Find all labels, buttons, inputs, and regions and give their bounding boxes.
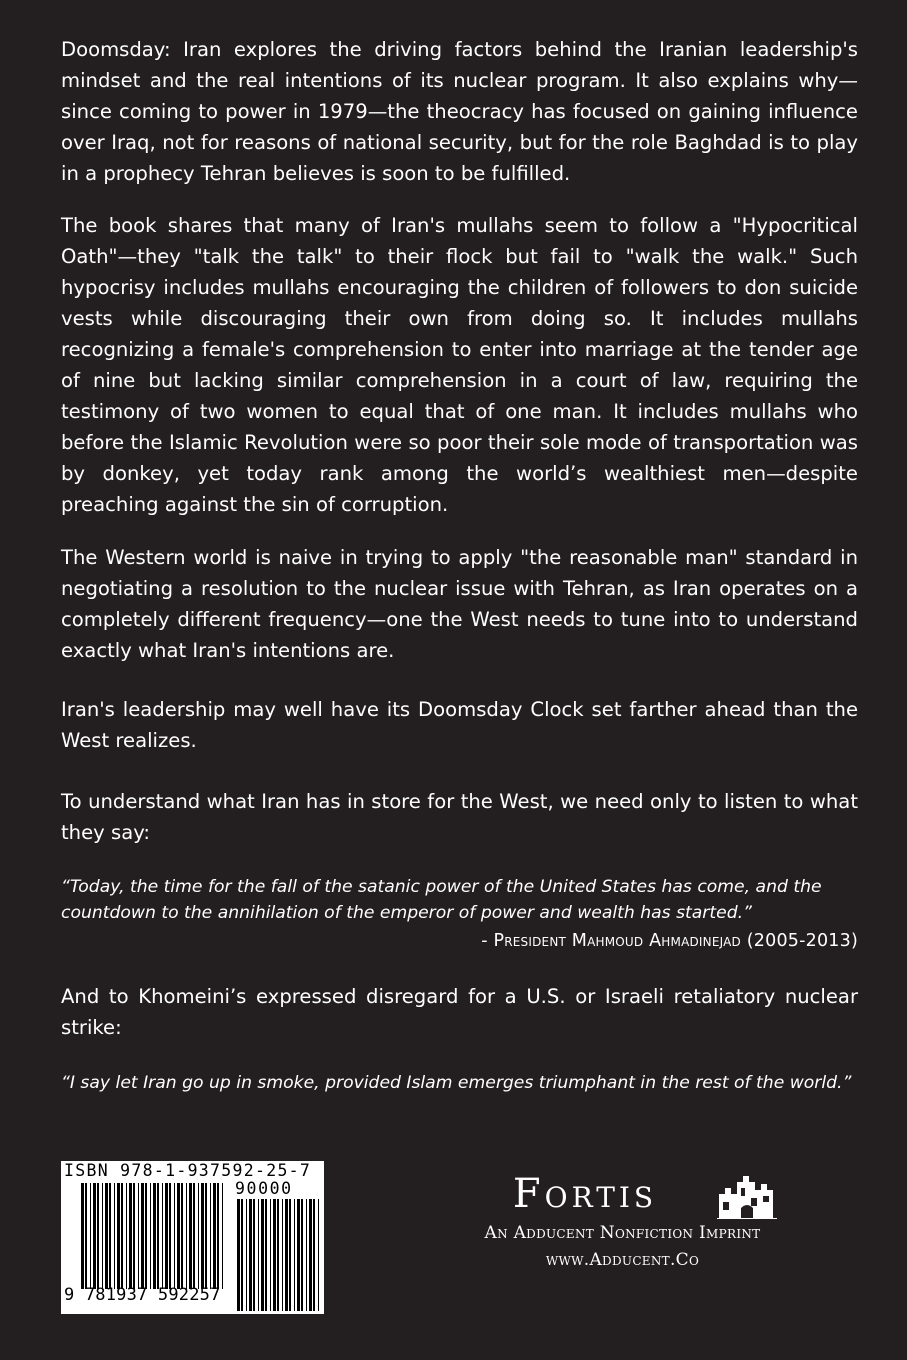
quote-khomeini: “I say let Iran go up in smoke, provided Islam emerges triumphant in the rest of the world.” — [61, 1073, 852, 1093]
isbn-barcode — [61, 1161, 324, 1314]
website-link[interactable]: www.Adducent.Co — [545, 1250, 700, 1270]
paragraph-hypocrisy: The book shares that many of Iran's mullahs seem to follow a "Hypocritical Oath"—they "talk the talk" to their flock but fail to "walk the walk." Such hypocrisy includes mullahs encouraging the children of followers to don suicide vests while discouraging their own from doing so. It includes mullahs recognizing a female's comprehension to enter into marriage at the tender age of nine but lacking similar comprehension in a court of law, requiring the testimony of two women to equal that of one man. It includes mullahs who before the Islamic Revolution were so poor their sole mode of transportation was by donkey, yet today rank among the world’s wealthiest men—despite preaching against the sin of corruption. — [61, 214, 858, 516]
isbn-label: ISBN 978-1-937592-25-7 — [64, 1161, 312, 1180]
paragraph-khomeini: And to Khomeini’s expressed disregard for a U.S. or Israeli retaliatory nuclear strike: — [61, 985, 858, 1039]
price-addon-label: 90000 — [235, 1179, 293, 1198]
imprint-label: An Adducent Nonfiction Imprint — [484, 1223, 761, 1243]
publisher-block — [455, 1168, 790, 1273]
paragraph-intro: Doomsday: Iran explores the driving factors behind the Iranian leadership's mindset and the real intentions of its nuclear program. It also explains why—since coming to power in 1979—the theocracy has focused on gaining influence over Iraq, not for reasons of national security, but for the role Baghdad is to play in a prophecy Tehran believes is soon to be fulfilled. — [61, 38, 858, 185]
quote-attribution: - President Mahmoud Ahmadinejad (2005-2013) — [481, 931, 858, 951]
paragraph-western-world: The Western world is naive in trying to apply "the reasonable man" standard in negotiating a resolution to the nuclear issue with Tehran, as Iran operates on a completely different frequency—one the West needs to tune into to understand exactly what Iran's intentions are. — [61, 546, 858, 662]
publisher-name: Fortis — [512, 1171, 658, 1217]
ean-digits: 9 781937 592257 — [64, 1285, 221, 1305]
quote-ahmadinejad: “Today, the time for the fall of the satanic power of the United States has come, and the countdown to the annihilation of the emperor of power and wealth has started.” — [61, 877, 822, 923]
paragraph-doomsday-clock: Iran's leadership may well have its Doomsday Clock set farther ahead than the West realizes. — [61, 698, 858, 752]
castle-icon — [715, 1172, 779, 1220]
paragraph-listen: To understand what Iran has in store for the West, we need only to listen to what they say: — [61, 790, 858, 844]
